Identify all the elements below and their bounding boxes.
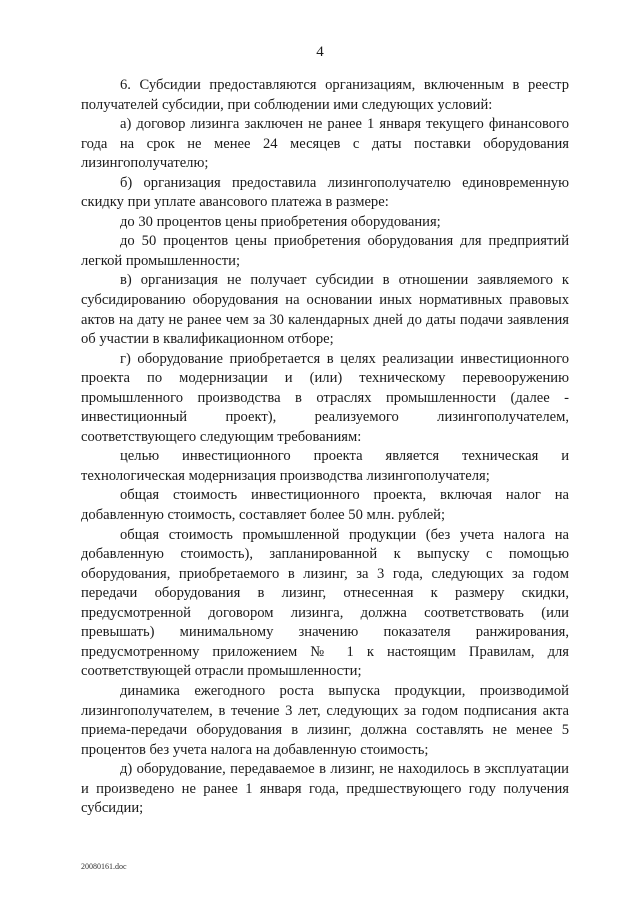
paragraph-6: 6. Субсидии предоставляются организациям, включенным в реестр получателей субсидии, при соблюдении ими следующих условий: [81,77,569,113]
paragraph-6d: д) оборудование, передаваемое в лизинг, не находилось в эксплуатации и произведено не ранее 1 января года, предшествующего году получения субсидии; [81,761,569,817]
paragraph-6g-req-1: целью инвестиционного проекта является техническая и технологическая модернизация производства лизингополучателя; [81,448,569,484]
paragraph-6b-item-1: до 30 процентов цены приобретения оборудования; [120,213,441,230]
document-file-code: 20080161.doc [81,862,127,871]
paragraph-6a: а) договор лизинга заключен не ранее 1 января текущего финансового года на срок не менее 24 месяцев с даты поставки оборудования лизингополучателю; [81,116,569,172]
paragraph-6g-req-3: общая стоимость промышленной продукции (без учета налога на добавленную стоимость), запланированной к выпуску с помощью оборудования, приобретаемого в лизинг, за 3 года, следующих за годом передачи оборудования в лизинг, отнесенная к размеру скидки, предусмотренной договором лизинга, должна соответствовать (или превышать) минимальному значению показателя ранжирования, предусмотренному приложением № 1 к настоящим Правилам, для соответствующей отрасли промышленности; [81,526,569,680]
paragraph-6v: в) организация не получает субсидии в отношении заявляемого к субсидированию оборудования на основании иных нормативных правовых актов на дату не ранее чем за 30 календарных дней до даты подачи заявления об участии в квалификационном отборе; [81,272,569,348]
paragraph-6g-req-4: динамика ежегодного роста выпуска продукции, производимой лизингополучателем, в течение 3 лет, следующих за годом подписания акта приема-передачи оборудования в лизинг, должна составлять не менее 5 процентов без учета налога на добавленную стоимость; [81,682,569,758]
paragraph-6g-req-2: общая стоимость инвестиционного проекта, включая налог на добавленную стоимость, составляет более 50 млн. рублей; [81,487,569,524]
document-body [81,76,569,819]
paragraph-6g: г) оборудование приобретается в целях реализации инвестиционного проекта по модернизации и (или) техническому перевооружению промышленного производства в отраслях промышленности (далее - инвестиционный проект), реализуемого лизингополучателем, соответствующего следующим требованиям: [81,350,569,445]
page-number: 4 [316,44,324,60]
paragraph-6b-item-2: до 50 процентов цены приобретения оборудования для предприятий легкой промышленности; [81,233,569,269]
paragraph-6b: б) организация предоставила лизингополучателю единовременную скидку при уплате авансового платежа в размере: [81,174,569,211]
